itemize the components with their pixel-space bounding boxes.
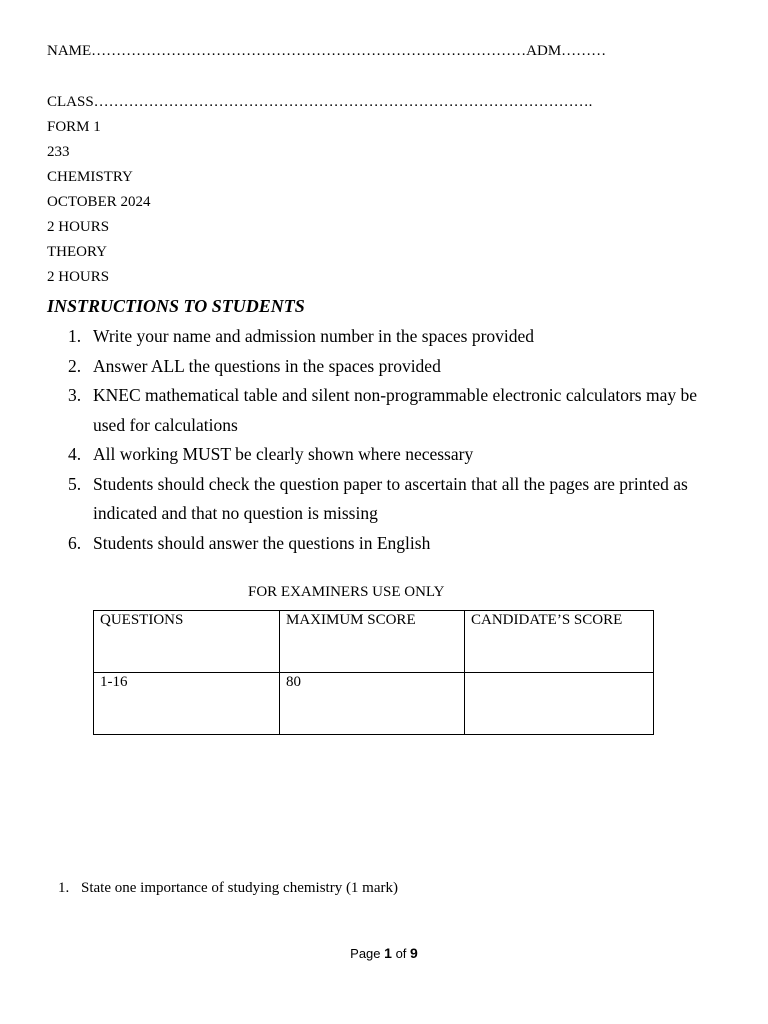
footer-page-label: Page bbox=[350, 946, 381, 961]
instruction-number: 1. bbox=[68, 326, 82, 346]
instruction-item bbox=[68, 381, 723, 440]
instruction-number: 2. bbox=[68, 355, 82, 376]
instruction-text: Students should answer the questions in English bbox=[93, 532, 431, 553]
paper-type: THEORY bbox=[47, 244, 107, 260]
instruction-text: Students should check the question paper to ascertain that all the pages are printed as indicated and that no question is missing bbox=[93, 473, 688, 523]
instruction-number: 5. bbox=[68, 473, 82, 494]
cell-candidate-score[interactable] bbox=[465, 673, 654, 735]
instructions-title: INSTRUCTIONS TO STUDENTS bbox=[47, 296, 305, 316]
header-questions: QUESTIONS bbox=[94, 611, 280, 673]
paper-code: 233 bbox=[47, 144, 70, 160]
instructions-list bbox=[68, 322, 723, 558]
question-number: 1. bbox=[58, 880, 70, 896]
examiners-title: FOR EXAMINERS USE ONLY bbox=[248, 584, 445, 600]
duration-label: 2 HOURS bbox=[47, 219, 110, 235]
instruction-item bbox=[68, 440, 723, 470]
question-text: State one importance of studying chemistry (1 mark) bbox=[81, 880, 398, 896]
header-maximum-score: MAXIMUM SCORE bbox=[280, 611, 465, 673]
instruction-item bbox=[68, 322, 723, 352]
footer-page-number: 1 bbox=[384, 945, 392, 961]
instruction-item bbox=[68, 529, 723, 559]
instruction-item bbox=[68, 470, 723, 529]
question-1 bbox=[58, 880, 398, 897]
exam-date: OCTOBER 2024 bbox=[47, 194, 151, 210]
footer-of-label: of bbox=[395, 946, 407, 961]
instruction-text: Answer ALL the questions in the spaces provided bbox=[93, 355, 441, 376]
instruction-number: 6. bbox=[68, 532, 82, 553]
instruction-text: All working MUST be clearly shown where necessary bbox=[93, 444, 474, 464]
form-label: FORM 1 bbox=[47, 119, 101, 135]
footer-page-total: 9 bbox=[410, 945, 418, 961]
table-row bbox=[94, 673, 654, 735]
duration-label-2: 2 HOURS bbox=[47, 269, 110, 285]
score-table bbox=[93, 610, 654, 735]
cell-maximum-score: 80 bbox=[280, 673, 465, 735]
cell-questions: 1-16 bbox=[94, 673, 280, 735]
page-footer bbox=[0, 945, 768, 961]
subject-label: CHEMISTRY bbox=[47, 169, 133, 185]
instruction-text: KNEC mathematical table and silent non-programmable electronic calculators may be used for calculations bbox=[93, 385, 698, 435]
instruction-number: 4. bbox=[68, 444, 82, 464]
name-line: NAME……………………………………………………………………………ADM……… bbox=[47, 43, 607, 59]
instruction-number: 3. bbox=[68, 385, 82, 405]
instruction-text: Write your name and admission number in the spaces provided bbox=[93, 326, 535, 346]
table-header-row bbox=[94, 611, 654, 673]
class-line: CLASS………………………………………………………………………………………. bbox=[47, 94, 593, 110]
header-candidate-score: CANDIDATE’S SCORE bbox=[465, 611, 654, 673]
instruction-item bbox=[68, 352, 723, 382]
